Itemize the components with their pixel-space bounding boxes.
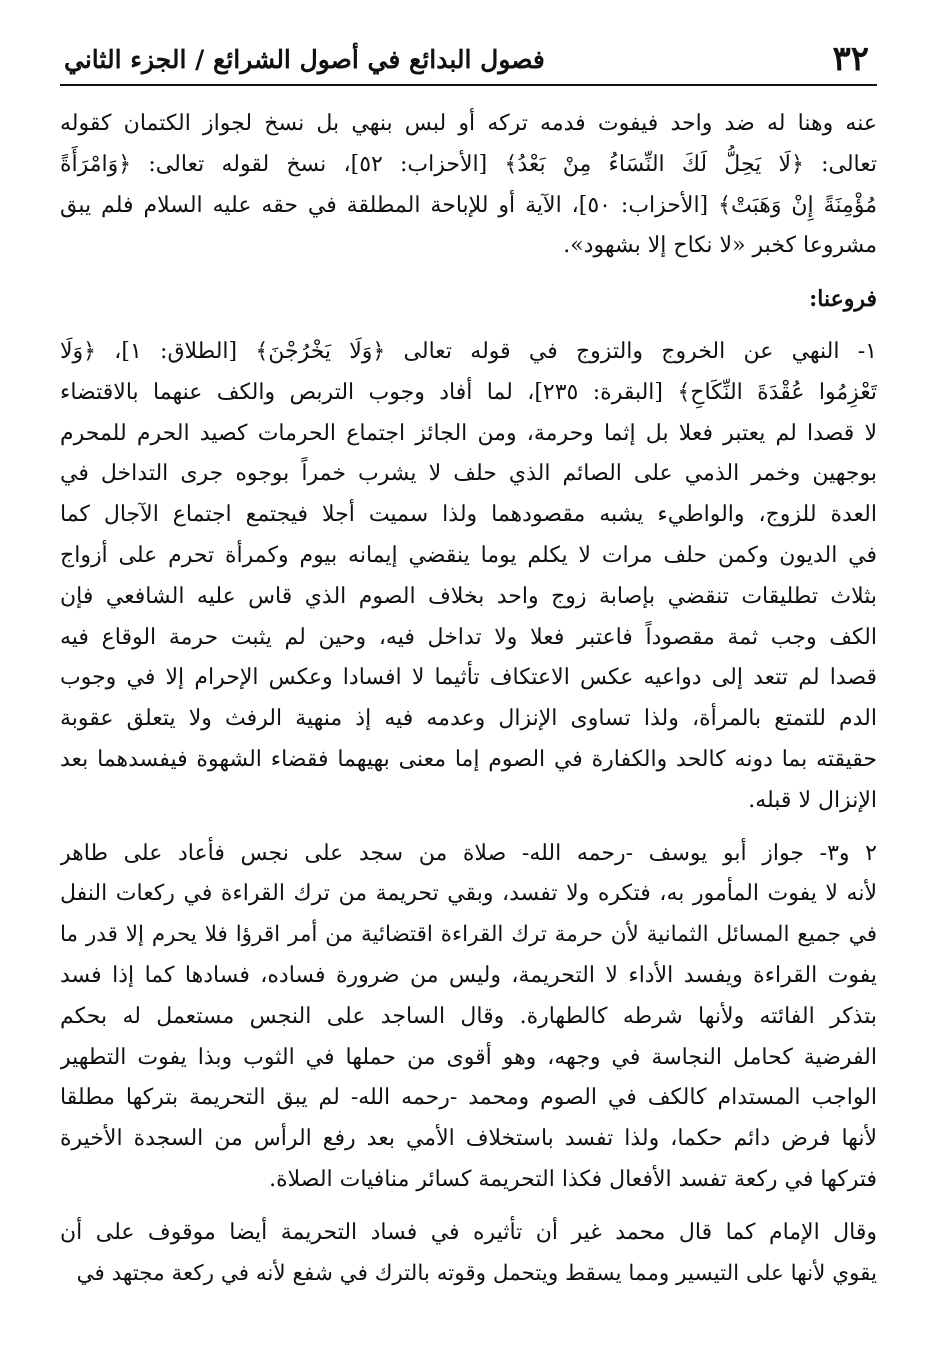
text-line: ١- النهي عن الخروج والتزوج في قوله تعالى ﴿وَلَا يَخْرُجْنَ﴾ [الطلاق: ١]، ﴿وَلَا <box>60 338 877 364</box>
section-heading <box>60 279 877 320</box>
text-line: يفوت القراءة ويفسد الأداء لا التحريمة، وليس من ضرورة فساده، فسادها كما إذا فسد <box>60 962 877 988</box>
text-line: فتركها في ركعة تفسد الأفعال فكذا التحريمة كسائر منافيات الصلاة. <box>269 1166 877 1192</box>
paragraph-gap <box>60 267 877 279</box>
text-line: بوجهين وخمر الذمي على الصائم الذي حلف لا يشرب خمراً بوجوه جرى التداخل في <box>60 461 877 487</box>
paragraph-gap <box>60 320 877 332</box>
text-line: الكف وجب ثمة مقصوداً فاعتبر فعلا ولا تداخل فيه، وحين لم يثبت حرمة الوقاع فيه <box>60 624 877 650</box>
text-line: بتذكر الفائته ولأنها شرطه كالطهارة. وقال الساجد على النجس مستعمل له بحكم <box>60 1003 877 1029</box>
paragraph-gap <box>60 822 877 834</box>
text-line: عنه وهنا له ضد واحد فيفوت فدمه تركه أو لبس بنهي بل نسخ لجواز الكتمان كقوله <box>60 111 877 136</box>
text-line: الفرضية كحامل النجاسة في وجهه، وهو أقوى من حملها في الثوب وبذا يفوت التطهير <box>60 1044 877 1070</box>
paragraph <box>60 332 877 822</box>
text-line: لأنه لا يفوت المأمور به، فتكره ولا تفسد، وبقي تحريمة من ترك القراءة في ركعات النفل <box>60 881 877 907</box>
text-line: في الديون وكمن حلف مرات لا يكلم يوما ينقضي إيمانه بيوم وكمرأة تحرم على أزواج <box>60 542 877 568</box>
text-line: في جميع المسائل الثمانية لأن حرمة ترك القراءة اقتضائية من أمر اقرؤا فلا يحرم إلا قدر ما <box>60 922 877 948</box>
page-number: ٣٢ <box>832 39 869 79</box>
text-line: لأنها فرض دائم حكما، ولذا تفسد باستخلاف الأمي بعد رفع الرأس من السجدة الأخيرة <box>60 1126 877 1152</box>
text-line: تعالى: ﴿لَا يَحِلُّ لَكَ النِّسَاءُ مِنْ بَعْدُ﴾ [الأحزاب: ٥٢]، نسخ لقوله تعالى: ﴿وَامْرَأَةً <box>60 151 877 177</box>
paragraph <box>60 834 877 1201</box>
text-line: الدم للتمتع بالمرأة، ولذا تساوى الإنزال وعدمه فيه إذ منهية الرفث ولا يتعلق عقوبة <box>60 706 877 732</box>
text-line: فروعنا: <box>809 286 877 313</box>
text-line: حقيقته بما دونه كالحد والكفارة في الصوم إما معنى بهيهما فقضاء الشهوة فيفسدهما بعد <box>60 746 877 772</box>
text-line: مُؤْمِنَةً إِنْ وَهَبَتْ﴾ [الأحزاب: ٥٠]، الآية أو للإباحة المطلقة في حقه عليه السلام فلم يبق <box>60 192 877 218</box>
text-line: تَعْزِمُوا عُقْدَةَ النِّكَاحِ﴾ [البقرة: ٢٣٥]، لما أفاد وجوب التربص والكف عنهما بالاقتضاء <box>60 379 877 405</box>
paragraph <box>60 104 877 267</box>
text-line: بثلاث تطليقات تنقضي بإصابة زوج واحد بخلاف الصوم الذي قاس عليه الشافعي فإن <box>60 583 877 609</box>
text-line: يقوي لأنها على التيسير ومما يسقط ويتحمل وقوته بالترك في شفع لأنه في ركعة مجتهد في <box>76 1260 877 1286</box>
text-line: مشروعا كخبر «لا نكاح إلا بشهود». <box>563 233 877 259</box>
running-title: فصول البدائع في أصول الشرائع / الجزء الثاني <box>64 44 545 74</box>
text-line: وقال الإمام كما قال محمد غير أن تأثيره في فساد التحريمة أيضا موقوف على أن <box>60 1219 877 1245</box>
text-line: قصدا لم تتعد إلى دواعيه عكس الاعتكاف تأثيما لا افسادا وعكس الإحرام إلا في وجوب <box>60 665 877 691</box>
page-body <box>60 104 877 1294</box>
text-line: الإنزال لا قبله. <box>748 787 877 813</box>
text-line: الواجب المستدام كالكف في الصوم ومحمد -رحمه الله- لم يبق التحريمة بتركها مطلقا <box>60 1085 877 1111</box>
paragraph-gap <box>60 1201 877 1213</box>
text-line: العدة للزوج، والواطيء يشبه مقصودهما ولذا سميت أجلا فيجتمع اجتماع الآجال كما <box>60 502 877 528</box>
text-line: لا قصدا لم يعتبر فعلا بل إثما وحرمة، ومن الجائز اجتماع الحرمات كصيد الحرم للمحرم <box>60 420 877 446</box>
text-line: ٢ و٣- جواز أبو يوسف -رحمه الله- صلاة من سجد على نجس فأعاد على طاهر <box>60 840 877 866</box>
running-header <box>60 34 877 86</box>
paragraph <box>60 1213 877 1295</box>
